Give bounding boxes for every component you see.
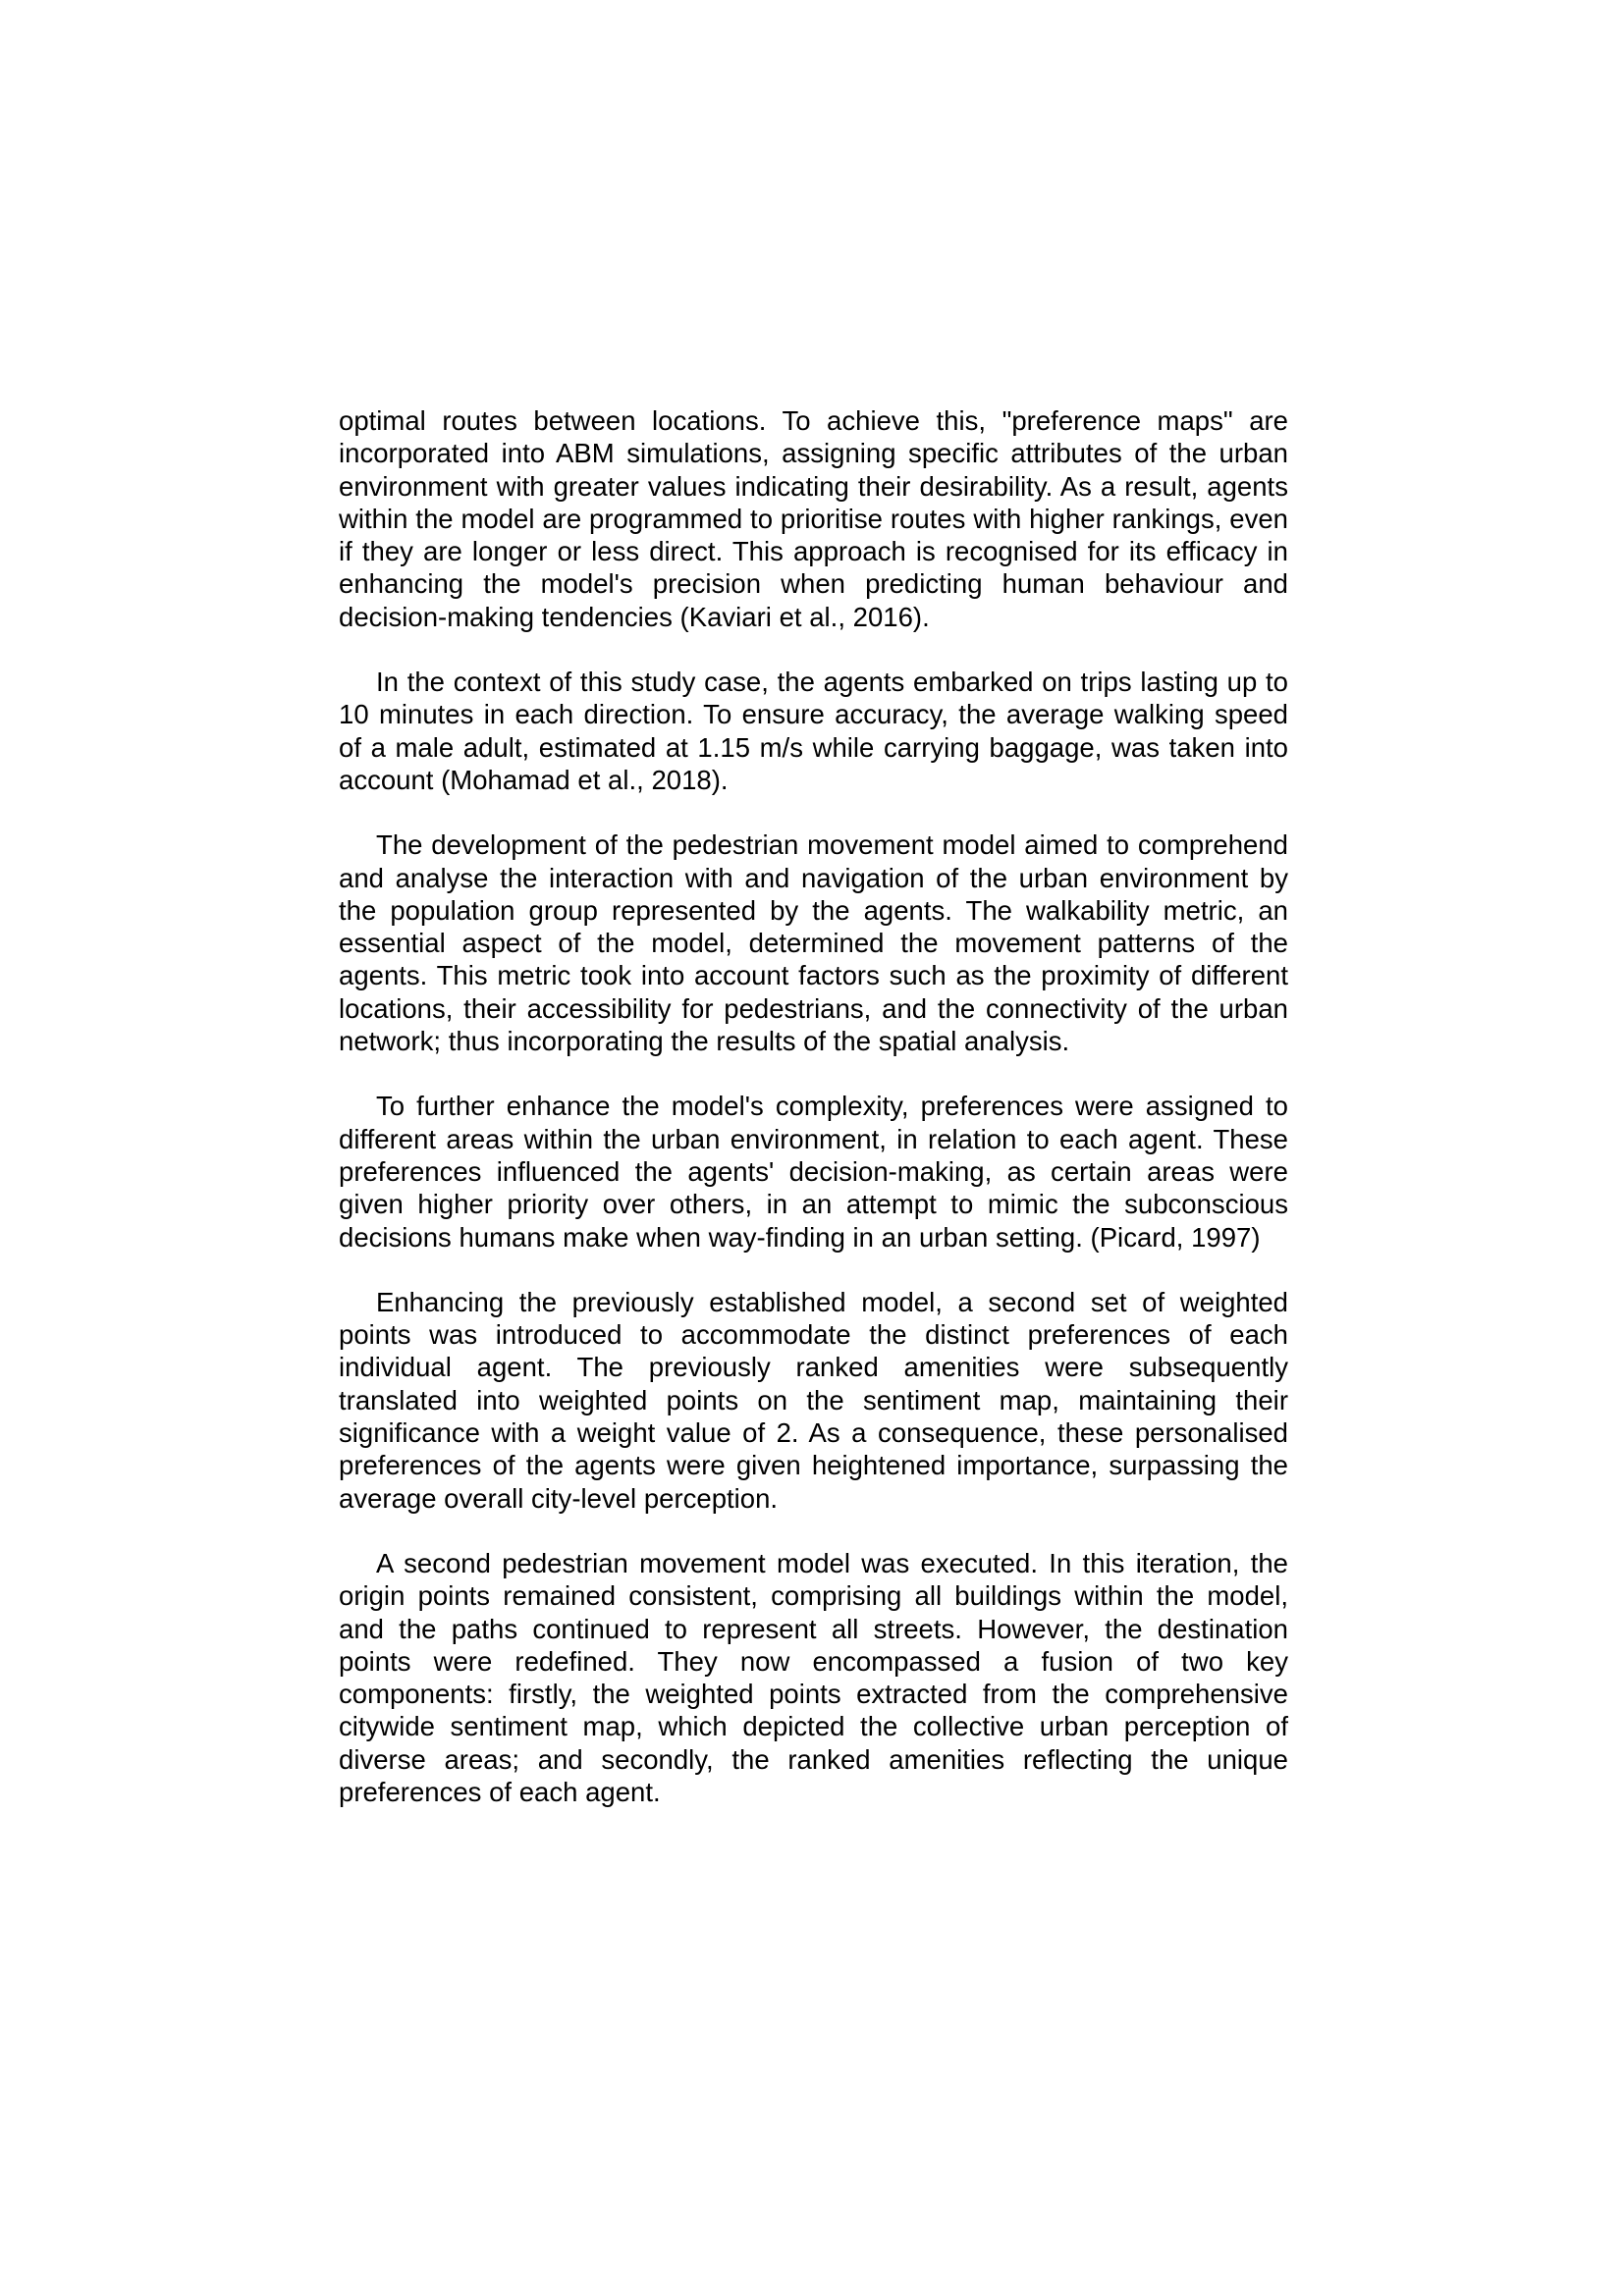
paragraph-study-case-context: In the context of this study case, the agents embarked on trips lasting up to 10 minutes in each direction. To ensure accuracy, the average walking speed of a male adult, estimated at 1.15 m/s while carrying baggage, was taken into account (Mohamad et al., 2018). <box>339 667 1288 795</box>
paragraph-pedestrian-movement-model: The development of the pedestrian movement model aimed to comprehend and analyse the interaction with and navigation of the urban environment by the population group represented by the agents. The walkability metric, an essential aspect of the model, determined the movement patterns of the agents. This metric took into account factors such as the proximity of different locations, their accessibility for pedestrians, and the connectivity of the urban network; thus incorporating the results of the spatial analysis. <box>339 829 1288 1057</box>
paragraph-model-complexity-preferences: To further enhance the model's complexity, preferences were assigned to different areas within the urban environment, in relation to each agent. These preferences influenced the agents' decision-making, as certain areas were given higher priority over others, in an attempt to mimic the subconscious decisions humans make when way-finding in an urban setting. (Picard, 1997) <box>339 1091 1288 1253</box>
body-text-column <box>339 404 1288 1808</box>
paragraph-optimal-routes: optimal routes between locations. To achieve this, "preference maps" are incorporated into ABM simulations, assigning specific attributes of the urban environment with greater values indicating their desirability. As a result, agents within the model are programmed to prioritise routes with higher rankings, even if they are longer or less direct. This approach is recognised for its efficacy in enhancing the model's precision when predicting human behaviour and decision-making tendencies (Kaviari et al., 2016). <box>339 405 1288 632</box>
paragraph-weighted-points: Enhancing the previously established model, a second set of weighted points was introduced to accommodate the distinct preferences of each individual agent. The previously ranked amenities were subsequently translated into weighted points on the sentiment map, maintaining their significance with a weight value of 2. As a consequence, these personalised preferences of the agents were given heightened importance, surpassing the average overall city-level perception. <box>339 1286 1288 1514</box>
paragraph-second-pedestrian-model: A second pedestrian movement model was executed. In this iteration, the origin points remained consistent, comprising all buildings within the model, and the paths continued to represent all streets. However, the destination points were redefined. They now encompassed a fusion of two key components: firstly, the weighted points extracted from the comprehensive citywide sentiment map, which depicted the collective urban perception of diverse areas; and secondly, the ranked amenities reflecting the unique preferences of each agent. <box>339 1547 1288 1807</box>
